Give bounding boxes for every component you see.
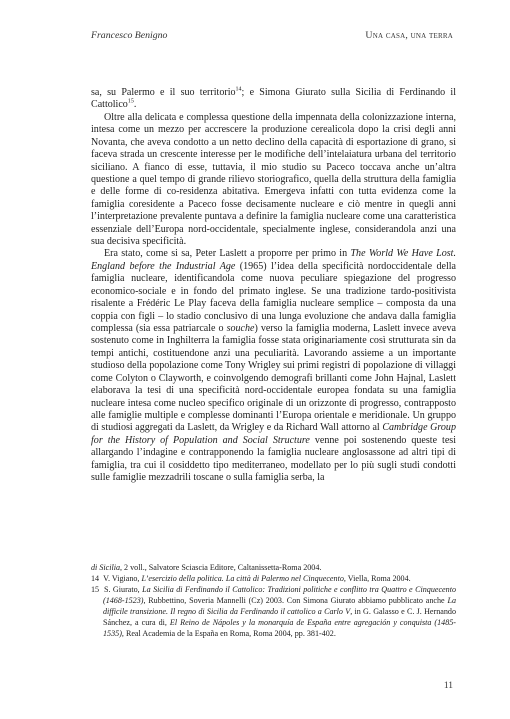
footnote-continuation (91, 563, 456, 574)
footnote-ref-15[interactable]: 15 (127, 99, 134, 106)
body-text (91, 87, 456, 485)
footnote-title: L’esercizio della politica. La città di Palermo nel Cinquecento (141, 573, 344, 583)
footnote-15 (91, 585, 456, 640)
footnotes (91, 563, 456, 640)
paragraph-text: (1965) l’idea della specificità nordoccidentale della famiglia nucleare, identificandola come nuova peculiare spiegazione del progresso economico-sociale e in fondo del primato inglese. Se una tradizione tardo-positivista risalente a Frédéric Le Play faceva della famiglia nucleare semplice – composta da una coppia con figli – lo stadio conclusivo di una lunga evoluzione che andava dalla famiglia complessa (sia essa patriarcale o (91, 260, 457, 335)
running-header-author: Francesco Benigno (91, 30, 168, 41)
footnote-text: , Viella, Roma 2004. (343, 573, 411, 583)
footnote-number: 15 (91, 584, 100, 594)
footnote-title: El Reino de Nápoles y la monarquía de España entre agregación y conquista (1485-1535) (103, 617, 457, 638)
running-header-title: Una casa, una terra (365, 30, 453, 41)
footnote-number: 14 (91, 573, 100, 583)
footnote-text: S. Giurato, (103, 584, 143, 594)
footnote-text: , in G. Galasso e C. J. Hernando Sánchez, a cura di, (103, 606, 456, 627)
paragraph-colonization: Oltre alla delicata e complessa questione della impennata della colonizzazione interna, intesa come un mezzo per accrescere la produzione cerealicola dopo la crisi degli anni Novanta, che aveva condotto a un netto declino della capacità di esportazione di grano, si faceva strada un crescente interesse per le modifiche dell’intelaiatura urbana del territorio siciliano. A fianco di esse, tuttavia, il mio studio su Paceco toccava anche un’altra questione a quel tempo di grande rilievo storiografico, quella della struttura della famiglia e delle forme di co-residenza abitativa. Emergeva infatti con tutta evidenza come la famiglia coresidente a Paceco fosse decisamente nucleare e ciò mentre in quegli anni l’interpretazione prevalente puntava a definire la famiglia nucleare come una caratteristica essenziale dell’Europa nord-occidentale, specialmente inglese, considerandola anzi una sua decisiva specificità. (91, 111, 456, 248)
paragraph-continuation (91, 87, 456, 112)
paragraph-laslett (91, 248, 456, 484)
footnote-14 (91, 574, 456, 585)
group-name: Cambridge Group for the History of Population and Social Structure (91, 422, 456, 446)
paragraph-text: ) verso la famiglia moderna, Laslett invece aveva sostenuto come in Inghilterra la famiglia fosse stata originariamente così strutturata sin da tempi antichi, costituendone anzi una peculiarità. Lavorando assieme a un importante studioso della popolazione come Tony Wrigley sui primi registri di popolazione di villaggi come Colyton o Clayworth, e coinvolgendo demografi brillanti come John Hajnal, Laslett elaborava la tesi di una specificità nord-occidentale europea fondata su una famiglia nucleare intesa come nucleo specifico originale di un orizzonte di progresso, contrapposto alle famiglie multiple e complesse dominanti l’Europa orientale e meridionale. Un gruppo di studiosi aggregati da Laslett, da Wrigley e da Richard Wall attorno al (91, 323, 457, 434)
page-number: 11 (443, 681, 453, 691)
paragraph-text: sa, su Palermo e il suo territorio (91, 87, 236, 98)
italic-term: souche (226, 323, 255, 335)
footnote-text: , Rubbettino, Soveria Mannelli (Cz) 2003. Con Simona Giurato abbiamo pubblicato anche (143, 595, 448, 605)
paragraph-text: venne poi sostenendo queste tesi allargando l’indagine e contrapponendo la famiglia nucleare anglosassone ad altri tipi di famiglia, tra cui il cosiddetto tipo mediterraneo, modellato per lo più sugli studi condotti sulle famiglie mezzadrili toscane o sulla famiglia serba, la (91, 434, 457, 484)
footnote-text: , 2 voll., Salvatore Sciascia Editore, Caltanissetta-Roma 2004. (120, 563, 322, 572)
paragraph-text: Era stato, come si sa, Peter Laslett a proporre per primo in (104, 248, 351, 260)
footnote-ref-14[interactable]: 14 (235, 86, 242, 93)
book-title: The World We Have Lost. England before the Industrial Age (91, 248, 456, 272)
footnote-title: La Sicilia di Ferdinando il Cattolico: Tradizioni politiche e conflitto tra Quattro e Cinquecento (1468-1523) (103, 584, 456, 605)
footnote-title: di Sicilia (91, 563, 120, 572)
footnote-text: , Real Academia de la España en Roma, Roma 2004, pp. 381-402. (121, 628, 336, 638)
footnote-title: La difficile transizione. Il regno di Sicilia da Ferdinando il cattolico a Carlo V (103, 595, 456, 616)
paragraph-text: ; e Simona Giurato sulla Sicilia di Ferdinando il Cattolico (91, 87, 456, 111)
footnote-text: V. Vigiano, (103, 573, 142, 583)
paragraph-text: . (133, 99, 137, 111)
